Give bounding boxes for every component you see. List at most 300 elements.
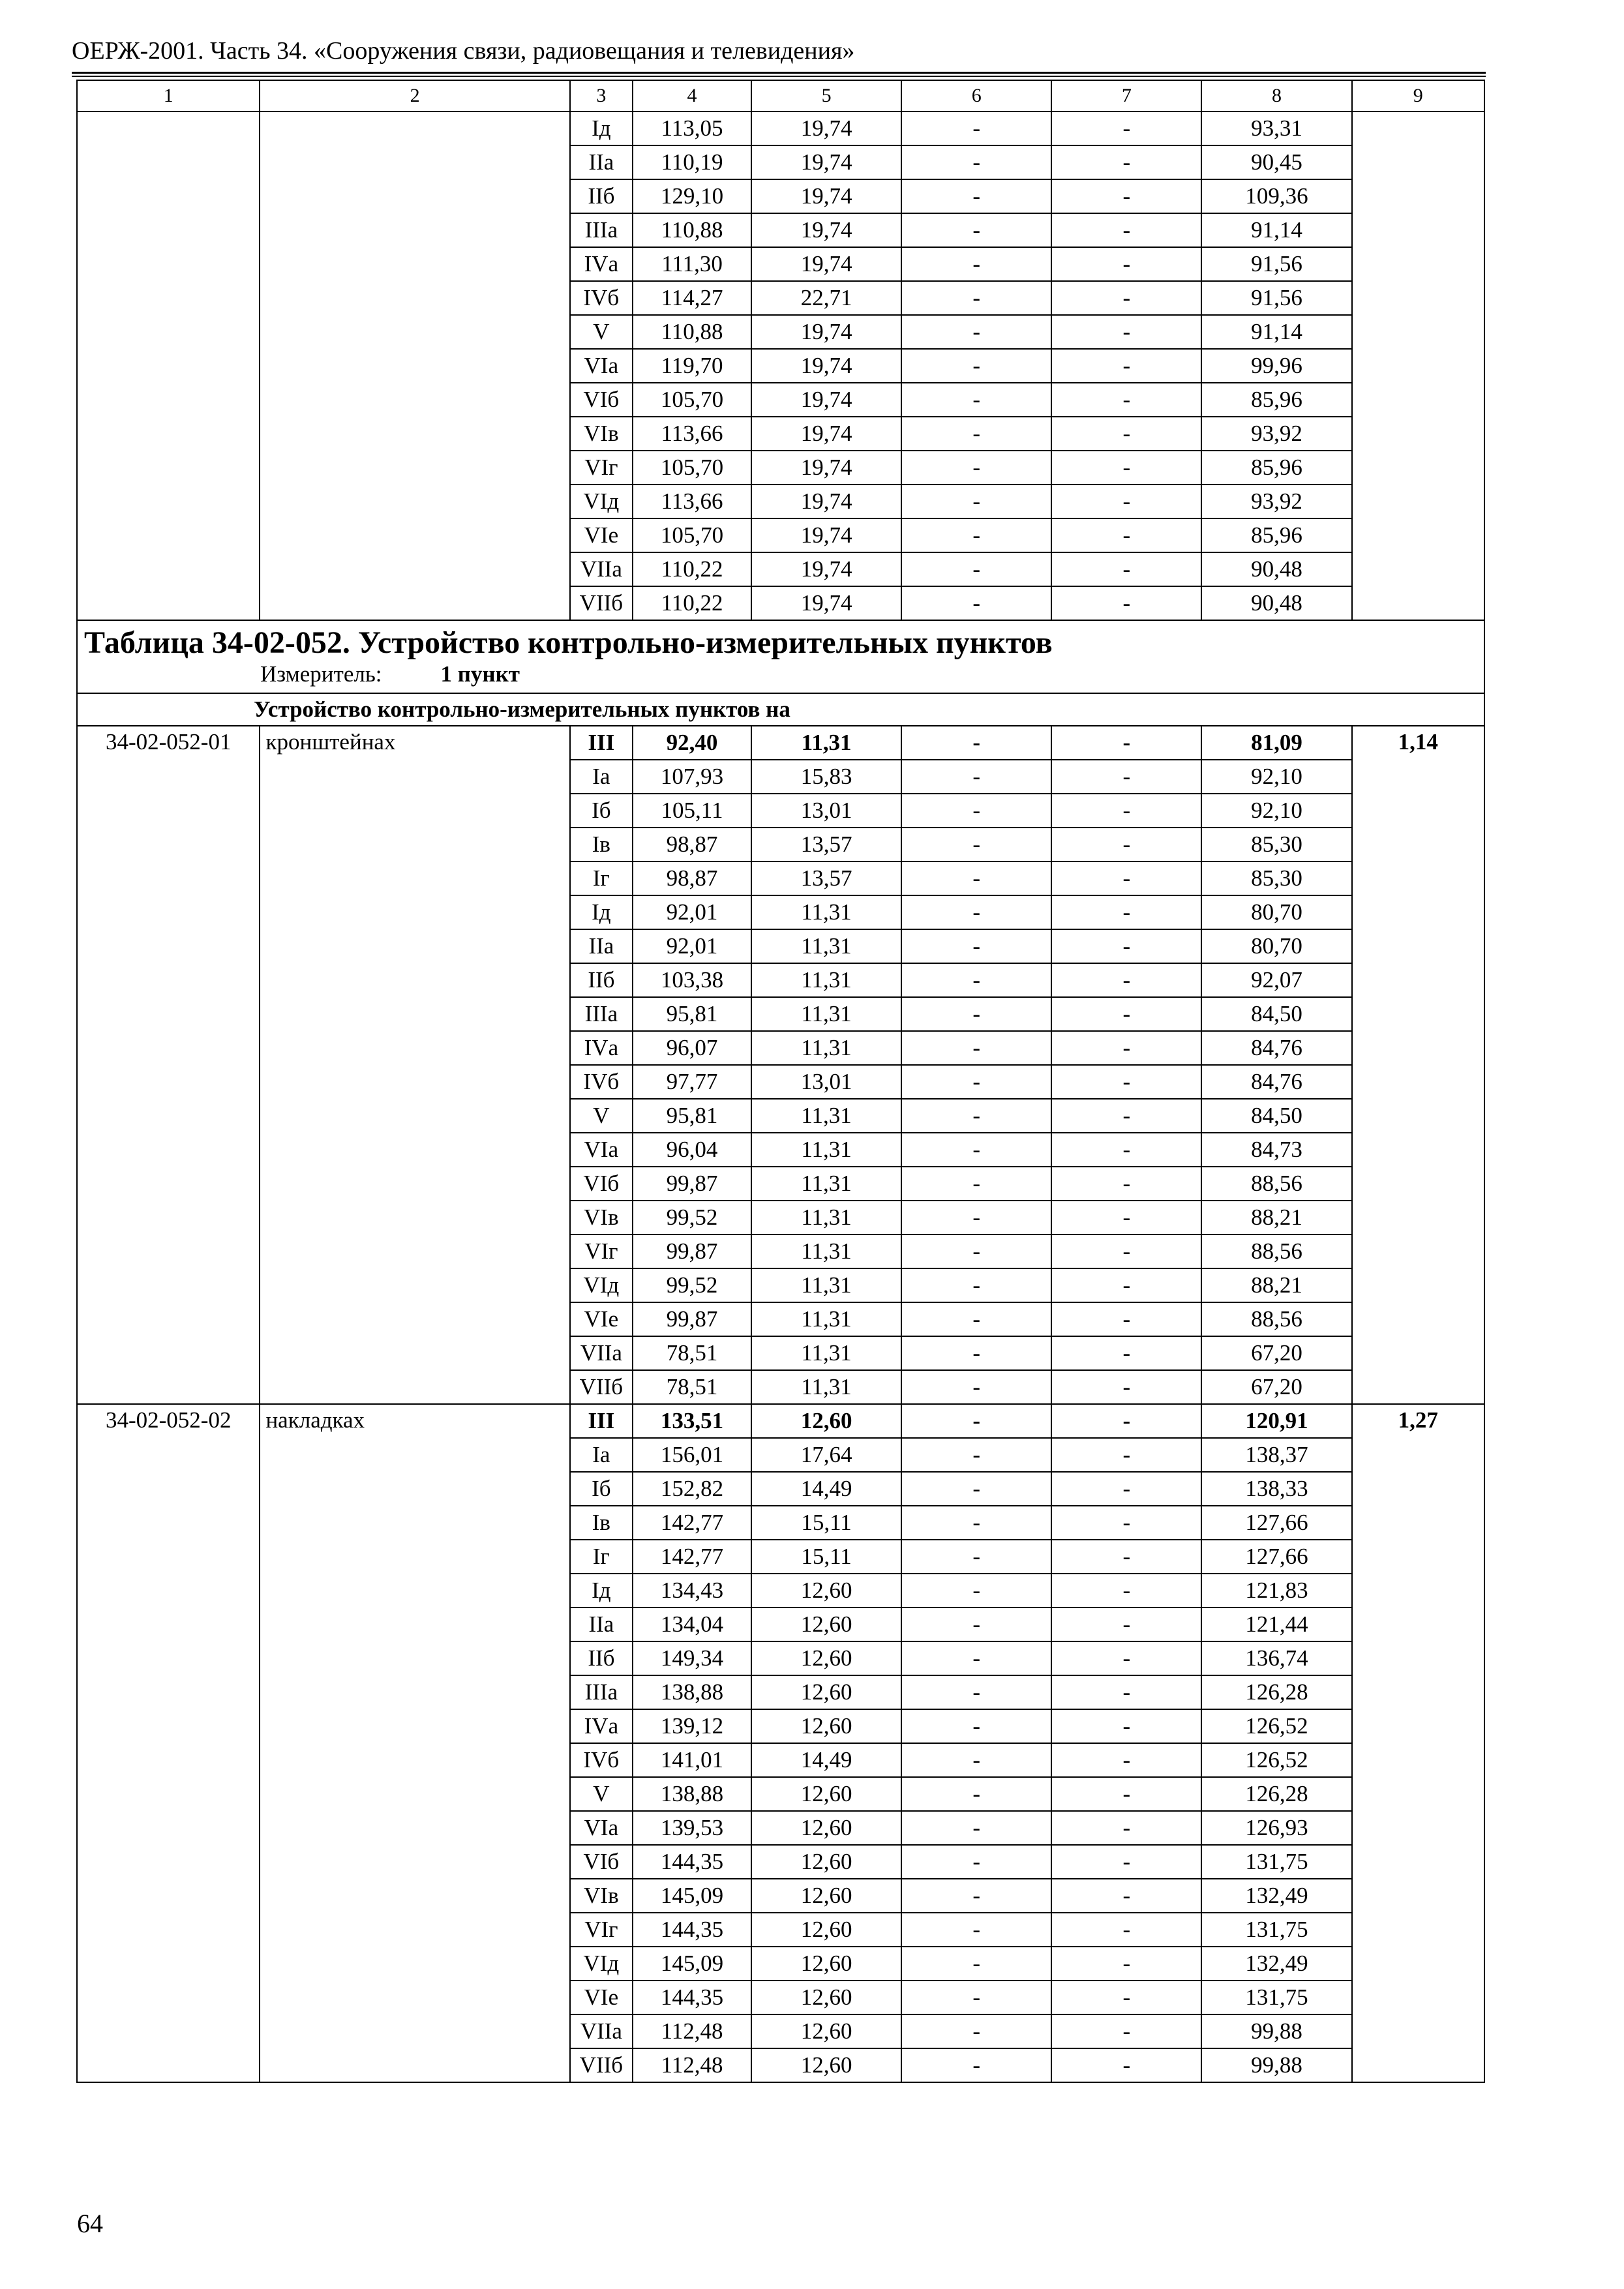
value-cell: 67,20 <box>1201 1370 1351 1404</box>
value-cell: 14,49 <box>751 1472 901 1506</box>
zone-cell: Iг <box>570 1540 633 1574</box>
zone-cell: IVб <box>570 281 633 315</box>
value-cell: 12,60 <box>751 1981 901 2014</box>
zone-cell: Iд <box>570 1574 633 1608</box>
value-cell: - <box>1051 997 1201 1031</box>
value-cell: 142,77 <box>633 1506 751 1540</box>
value-cell: - <box>1051 1811 1201 1845</box>
column-number: 2 <box>260 80 569 112</box>
value-cell: - <box>1051 518 1201 552</box>
value-cell: 126,28 <box>1201 1777 1351 1811</box>
zone-cell: IIа <box>570 929 633 963</box>
value-cell: 111,30 <box>633 247 751 281</box>
value-cell: 110,88 <box>633 213 751 247</box>
coef-cell <box>1352 112 1484 620</box>
zone-cell: VIе <box>570 1981 633 2014</box>
value-cell: - <box>901 1540 1051 1574</box>
value-cell: 138,37 <box>1201 1438 1351 1472</box>
value-cell: - <box>901 1201 1051 1234</box>
value-cell: 127,66 <box>1201 1540 1351 1574</box>
value-cell: - <box>1051 1031 1201 1065</box>
value-cell: - <box>1051 861 1201 895</box>
value-cell: 126,93 <box>1201 1811 1351 1845</box>
page-header-title: ОЕРЖ-2001. Часть 34. «Сооружения связи, радиовещания и телевидения» <box>72 37 855 65</box>
value-cell: - <box>901 1404 1051 1438</box>
value-cell: - <box>901 1879 1051 1913</box>
value-cell: 85,96 <box>1201 451 1351 485</box>
value-cell: 90,45 <box>1201 145 1351 179</box>
value-cell: 98,87 <box>633 828 751 861</box>
value-cell: - <box>901 247 1051 281</box>
value-cell: - <box>901 518 1051 552</box>
value-cell: - <box>1051 726 1201 760</box>
value-cell: 131,75 <box>1201 1845 1351 1879</box>
value-cell: - <box>901 1506 1051 1540</box>
value-cell: - <box>901 281 1051 315</box>
value-cell: 119,70 <box>633 349 751 383</box>
value-cell: 67,20 <box>1201 1336 1351 1370</box>
value-cell: - <box>901 145 1051 179</box>
value-cell: 145,09 <box>633 1947 751 1981</box>
value-cell: 12,60 <box>751 1811 901 1845</box>
value-cell: - <box>1051 1065 1201 1099</box>
value-cell: 15,11 <box>751 1540 901 1574</box>
value-cell: - <box>901 1608 1051 1641</box>
value-cell: - <box>1051 1879 1201 1913</box>
value-cell: 126,28 <box>1201 1675 1351 1709</box>
value-cell: - <box>901 1845 1051 1879</box>
value-cell: 92,40 <box>633 726 751 760</box>
value-cell: - <box>1051 1540 1201 1574</box>
value-cell: 132,49 <box>1201 1947 1351 1981</box>
value-cell: 13,57 <box>751 828 901 861</box>
zone-cell: Iб <box>570 1472 633 1506</box>
value-cell: 19,74 <box>751 315 901 349</box>
zone-cell: VIIб <box>570 586 633 620</box>
zone-cell: VIIа <box>570 552 633 586</box>
value-cell: - <box>1051 963 1201 997</box>
table-title: Таблица 34-02-052. Устройство контрольно-измерительных пунктов <box>84 625 1053 660</box>
value-cell: 126,52 <box>1201 1709 1351 1743</box>
value-cell: 105,70 <box>633 383 751 417</box>
value-cell: - <box>1051 1506 1201 1540</box>
value-cell: - <box>1051 895 1201 929</box>
value-cell: - <box>901 726 1051 760</box>
value-cell: - <box>1051 1438 1201 1472</box>
value-cell: 110,88 <box>633 315 751 349</box>
value-cell: - <box>1051 1608 1201 1641</box>
value-cell: - <box>1051 828 1201 861</box>
value-cell: 99,52 <box>633 1268 751 1302</box>
value-cell: 113,66 <box>633 417 751 451</box>
item-code: 34-02-052-02 <box>77 1404 260 2082</box>
value-cell: 127,66 <box>1201 1506 1351 1540</box>
value-cell: 112,48 <box>633 2048 751 2082</box>
value-cell: 80,70 <box>1201 929 1351 963</box>
column-number: 8 <box>1201 80 1351 112</box>
value-cell: 19,74 <box>751 485 901 518</box>
value-cell: - <box>901 1574 1051 1608</box>
value-cell: - <box>901 760 1051 794</box>
value-cell: 84,73 <box>1201 1133 1351 1167</box>
value-cell: 88,56 <box>1201 1302 1351 1336</box>
value-cell: 19,74 <box>751 417 901 451</box>
table-row <box>77 726 1484 760</box>
value-cell: - <box>1051 1981 1201 2014</box>
value-cell: 12,60 <box>751 1709 901 1743</box>
value-cell: - <box>901 895 1051 929</box>
zone-cell: IIб <box>570 1641 633 1675</box>
zone-cell: IIа <box>570 1608 633 1641</box>
value-cell: 109,36 <box>1201 179 1351 213</box>
value-cell: 96,04 <box>633 1133 751 1167</box>
value-cell: - <box>1051 1641 1201 1675</box>
value-cell: 138,88 <box>633 1675 751 1709</box>
zone-cell: VIд <box>570 485 633 518</box>
value-cell: 11,31 <box>751 1370 901 1404</box>
value-cell: - <box>901 1777 1051 1811</box>
value-cell: - <box>901 451 1051 485</box>
value-cell: - <box>1051 451 1201 485</box>
value-cell: 93,92 <box>1201 485 1351 518</box>
value-cell: - <box>1051 1709 1201 1743</box>
value-cell: - <box>901 586 1051 620</box>
value-cell: 11,31 <box>751 997 901 1031</box>
norms-table <box>76 80 1485 2083</box>
value-cell: - <box>1051 1099 1201 1133</box>
value-cell: 11,31 <box>751 963 901 997</box>
value-cell: 85,96 <box>1201 383 1351 417</box>
value-cell: - <box>1051 1268 1201 1302</box>
zone-cell: VIIа <box>570 2014 633 2048</box>
column-number: 9 <box>1352 80 1484 112</box>
value-cell: - <box>901 1947 1051 1981</box>
value-cell: 99,87 <box>633 1234 751 1268</box>
column-number: 7 <box>1051 80 1201 112</box>
column-number: 1 <box>77 80 260 112</box>
value-cell: 110,22 <box>633 552 751 586</box>
value-cell: 98,87 <box>633 861 751 895</box>
value-cell: 129,10 <box>633 179 751 213</box>
value-cell: 84,76 <box>1201 1065 1351 1099</box>
column-number-row <box>77 80 1484 112</box>
value-cell: - <box>901 1370 1051 1404</box>
value-cell: 92,01 <box>633 929 751 963</box>
value-cell: 144,35 <box>633 1913 751 1947</box>
value-cell: 92,10 <box>1201 794 1351 828</box>
zone-cell: Iв <box>570 1506 633 1540</box>
value-cell: - <box>901 485 1051 518</box>
value-cell: 133,51 <box>633 1404 751 1438</box>
zone-cell: VIв <box>570 1201 633 1234</box>
value-cell: 84,76 <box>1201 1031 1351 1065</box>
value-cell: 99,87 <box>633 1167 751 1201</box>
meter-value: 1 пункт <box>440 661 520 687</box>
value-cell: 103,38 <box>633 963 751 997</box>
zone-cell: III <box>570 1404 633 1438</box>
value-cell: 121,44 <box>1201 1608 1351 1641</box>
value-cell: - <box>901 794 1051 828</box>
value-cell: 114,27 <box>633 281 751 315</box>
value-cell: - <box>901 1472 1051 1506</box>
value-cell: 144,35 <box>633 1981 751 2014</box>
value-cell: 88,56 <box>1201 1167 1351 1201</box>
norms-table-body <box>77 80 1484 2082</box>
value-cell: - <box>1051 1336 1201 1370</box>
zone-cell: Iа <box>570 760 633 794</box>
value-cell: 81,09 <box>1201 726 1351 760</box>
value-cell: 19,74 <box>751 383 901 417</box>
value-cell: 11,31 <box>751 1133 901 1167</box>
value-cell: - <box>1051 1133 1201 1167</box>
value-cell: 131,75 <box>1201 1913 1351 1947</box>
value-cell: - <box>901 963 1051 997</box>
value-cell: 90,48 <box>1201 552 1351 586</box>
item-coefficient: 1,27 <box>1352 1404 1484 2082</box>
meter-line <box>84 661 1484 687</box>
value-cell: 13,01 <box>751 1065 901 1099</box>
value-cell: 12,60 <box>751 1641 901 1675</box>
value-cell: 11,31 <box>751 929 901 963</box>
zone-cell: IIб <box>570 963 633 997</box>
value-cell: 11,31 <box>751 1099 901 1133</box>
value-cell: - <box>901 1811 1051 1845</box>
zone-cell: VIб <box>570 383 633 417</box>
value-cell: - <box>901 383 1051 417</box>
value-cell: 99,52 <box>633 1201 751 1234</box>
zone-cell: Iв <box>570 828 633 861</box>
value-cell: 91,56 <box>1201 281 1351 315</box>
value-cell: 88,21 <box>1201 1268 1351 1302</box>
value-cell: - <box>1051 2014 1201 2048</box>
value-cell: - <box>1051 1845 1201 1879</box>
value-cell: 19,74 <box>751 112 901 145</box>
value-cell: - <box>901 997 1051 1031</box>
zone-cell: IVб <box>570 1743 633 1777</box>
value-cell: 112,48 <box>633 2014 751 2048</box>
value-cell: - <box>901 315 1051 349</box>
column-number: 4 <box>633 80 751 112</box>
value-cell: 134,04 <box>633 1608 751 1641</box>
zone-cell: VIд <box>570 1268 633 1302</box>
value-cell: 107,93 <box>633 760 751 794</box>
value-cell: - <box>901 1099 1051 1133</box>
value-cell: - <box>1051 1201 1201 1234</box>
value-cell: 138,88 <box>633 1777 751 1811</box>
zone-cell: VIд <box>570 1947 633 1981</box>
header-rule-thin <box>72 76 1486 77</box>
value-cell: - <box>901 1065 1051 1099</box>
value-cell: 12,60 <box>751 1404 901 1438</box>
value-cell: 145,09 <box>633 1879 751 1913</box>
value-cell: 96,07 <box>633 1031 751 1065</box>
code-cell <box>77 112 260 620</box>
value-cell: - <box>1051 552 1201 586</box>
value-cell: 17,64 <box>751 1438 901 1472</box>
value-cell: - <box>1051 794 1201 828</box>
value-cell: - <box>1051 112 1201 145</box>
value-cell: 97,77 <box>633 1065 751 1099</box>
value-cell: 19,74 <box>751 518 901 552</box>
value-cell: - <box>1051 586 1201 620</box>
value-cell: - <box>901 1167 1051 1201</box>
table-row <box>77 112 1484 145</box>
value-cell: - <box>1051 383 1201 417</box>
value-cell: 141,01 <box>633 1743 751 1777</box>
value-cell: 139,12 <box>633 1709 751 1743</box>
value-cell: 22,71 <box>751 281 901 315</box>
zone-cell: VIе <box>570 518 633 552</box>
value-cell: - <box>1051 1404 1201 1438</box>
zone-cell: IVа <box>570 1031 633 1065</box>
value-cell: 95,81 <box>633 1099 751 1133</box>
value-cell: - <box>901 929 1051 963</box>
value-cell: 19,74 <box>751 145 901 179</box>
value-cell: 110,22 <box>633 586 751 620</box>
value-cell: - <box>1051 1743 1201 1777</box>
value-cell: 91,56 <box>1201 247 1351 281</box>
zone-cell: IIIа <box>570 213 633 247</box>
zone-cell: Iб <box>570 794 633 828</box>
table-subheading: Устройство контрольно-измерительных пунктов на <box>77 693 1484 726</box>
value-cell: - <box>901 1675 1051 1709</box>
zone-cell: Iг <box>570 861 633 895</box>
zone-cell: IIб <box>570 179 633 213</box>
value-cell: - <box>1051 145 1201 179</box>
value-cell: 149,34 <box>633 1641 751 1675</box>
value-cell: 12,60 <box>751 1675 901 1709</box>
value-cell: - <box>1051 417 1201 451</box>
value-cell: - <box>901 213 1051 247</box>
zone-cell: VIб <box>570 1845 633 1879</box>
value-cell: 105,11 <box>633 794 751 828</box>
value-cell: - <box>901 1133 1051 1167</box>
value-cell: 15,11 <box>751 1506 901 1540</box>
value-cell: 152,82 <box>633 1472 751 1506</box>
value-cell: 19,74 <box>751 179 901 213</box>
value-cell: 84,50 <box>1201 997 1351 1031</box>
value-cell: - <box>1051 1472 1201 1506</box>
value-cell: 19,74 <box>751 349 901 383</box>
value-cell: - <box>901 1234 1051 1268</box>
value-cell: 121,83 <box>1201 1574 1351 1608</box>
value-cell: - <box>901 2048 1051 2082</box>
value-cell: 11,31 <box>751 1031 901 1065</box>
value-cell: 11,31 <box>751 1268 901 1302</box>
value-cell: 12,60 <box>751 2048 901 2082</box>
value-cell: 14,49 <box>751 1743 901 1777</box>
value-cell: - <box>901 1709 1051 1743</box>
value-cell: 131,75 <box>1201 1981 1351 2014</box>
zone-cell: VIб <box>570 1167 633 1201</box>
value-cell: 19,74 <box>751 552 901 586</box>
zone-cell: VIIб <box>570 1370 633 1404</box>
item-code: 34-02-052-01 <box>77 726 260 1404</box>
value-cell: - <box>1051 2048 1201 2082</box>
value-cell: 132,49 <box>1201 1879 1351 1913</box>
value-cell: - <box>1051 929 1201 963</box>
header-rule <box>72 72 1486 74</box>
value-cell: - <box>901 1302 1051 1336</box>
value-cell: 142,77 <box>633 1540 751 1574</box>
value-cell: 12,60 <box>751 2014 901 2048</box>
zone-cell: VIа <box>570 1811 633 1845</box>
value-cell: 85,96 <box>1201 518 1351 552</box>
value-cell: - <box>1051 1777 1201 1811</box>
page-number: 64 <box>77 2209 103 2238</box>
zone-cell: VIа <box>570 1133 633 1167</box>
value-cell: 93,92 <box>1201 417 1351 451</box>
value-cell: - <box>1051 179 1201 213</box>
zone-cell: VIг <box>570 451 633 485</box>
value-cell: - <box>901 1336 1051 1370</box>
value-cell: 78,51 <box>633 1370 751 1404</box>
zone-cell: IVа <box>570 247 633 281</box>
value-cell: 12,60 <box>751 1608 901 1641</box>
item-coefficient: 1,14 <box>1352 726 1484 1404</box>
value-cell: 11,31 <box>751 1167 901 1201</box>
zone-cell: IIIа <box>570 1675 633 1709</box>
value-cell: - <box>901 417 1051 451</box>
zone-cell: VIIб <box>570 2048 633 2082</box>
value-cell: - <box>901 1268 1051 1302</box>
value-cell: 80,70 <box>1201 895 1351 929</box>
value-cell: 11,31 <box>751 1234 901 1268</box>
value-cell: 19,74 <box>751 213 901 247</box>
zone-cell: Iд <box>570 112 633 145</box>
value-cell: 19,74 <box>751 247 901 281</box>
value-cell: - <box>1051 485 1201 518</box>
value-cell: 91,14 <box>1201 213 1351 247</box>
value-cell: 139,53 <box>633 1811 751 1845</box>
value-cell: - <box>901 861 1051 895</box>
name-cell <box>260 112 569 620</box>
value-cell: 105,70 <box>633 451 751 485</box>
value-cell: 120,91 <box>1201 1404 1351 1438</box>
item-name: кронштейнах <box>260 726 569 1404</box>
value-cell: 12,60 <box>751 1913 901 1947</box>
table-title-row <box>77 620 1484 693</box>
zone-cell: VIе <box>570 1302 633 1336</box>
value-cell: 84,50 <box>1201 1099 1351 1133</box>
zone-cell: IVб <box>570 1065 633 1099</box>
value-cell: - <box>1051 349 1201 383</box>
value-cell: 99,96 <box>1201 349 1351 383</box>
value-cell: 136,74 <box>1201 1641 1351 1675</box>
value-cell: 13,01 <box>751 794 901 828</box>
value-cell: - <box>901 1913 1051 1947</box>
subheading-row <box>77 693 1484 726</box>
value-cell: - <box>1051 1234 1201 1268</box>
value-cell: - <box>901 552 1051 586</box>
column-number: 3 <box>570 80 633 112</box>
column-number: 5 <box>751 80 901 112</box>
value-cell: - <box>1051 1302 1201 1336</box>
value-cell: - <box>1051 1167 1201 1201</box>
value-cell: 12,60 <box>751 1879 901 1913</box>
value-cell: - <box>901 1438 1051 1472</box>
value-cell: 88,56 <box>1201 1234 1351 1268</box>
value-cell: 12,60 <box>751 1947 901 1981</box>
value-cell: 15,83 <box>751 760 901 794</box>
value-cell: 134,43 <box>633 1574 751 1608</box>
value-cell: - <box>1051 1947 1201 1981</box>
zone-cell: V <box>570 1777 633 1811</box>
value-cell: 156,01 <box>633 1438 751 1472</box>
value-cell: - <box>901 179 1051 213</box>
zone-cell: VIIа <box>570 1336 633 1370</box>
item-name: накладках <box>260 1404 569 2082</box>
